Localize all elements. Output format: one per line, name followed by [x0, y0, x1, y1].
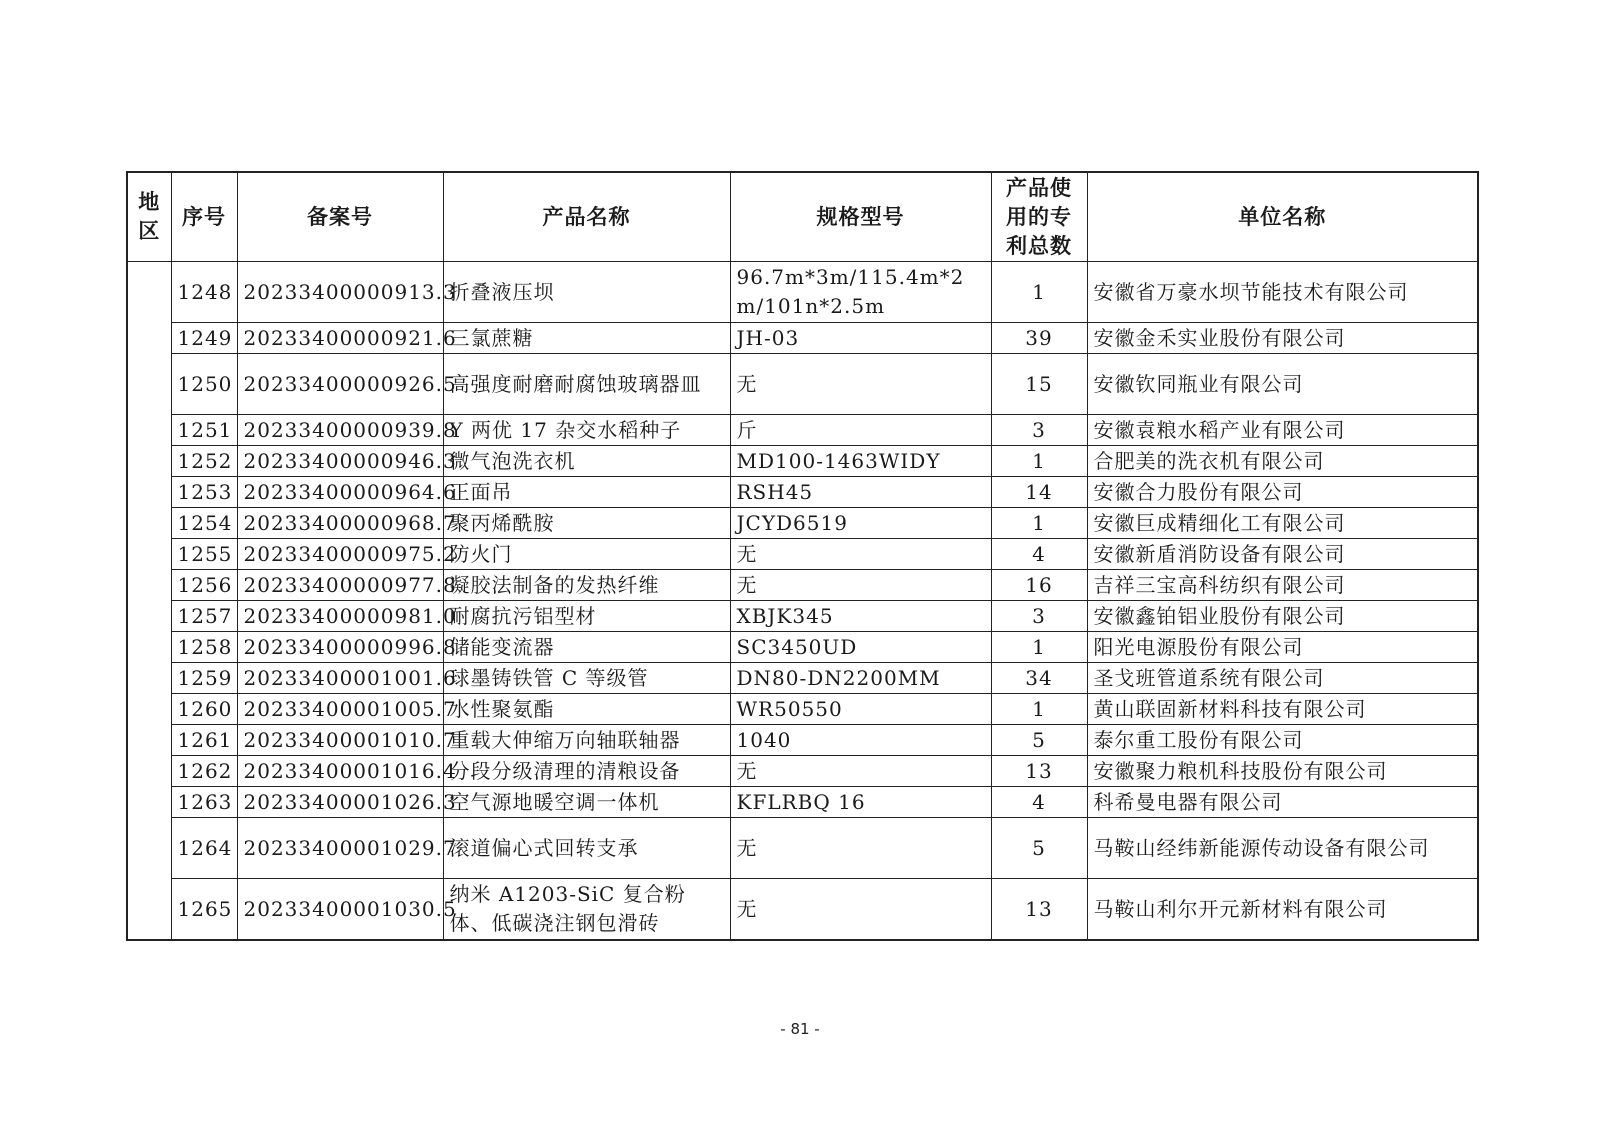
- seq-cell: 1251: [171, 415, 237, 446]
- patent-count-cell: 5: [991, 725, 1087, 756]
- registration-table: [126, 171, 1479, 941]
- spec-cell: 1040: [730, 725, 991, 756]
- record-no-cell: 20233400000926.5: [237, 354, 443, 415]
- header-seq: 序号: [171, 172, 237, 262]
- record-no-cell: 20233400000996.8: [237, 632, 443, 663]
- company-cell: 安徽袁粮水稻产业有限公司: [1087, 415, 1478, 446]
- table-row: [127, 663, 1478, 694]
- spec-cell: RSH45: [730, 477, 991, 508]
- patent-count-cell: 1: [991, 632, 1087, 663]
- record-no-cell: 20233400000964.6: [237, 477, 443, 508]
- company-cell: 安徽巨成精细化工有限公司: [1087, 508, 1478, 539]
- header-product-name: 产品名称: [443, 172, 730, 262]
- patent-count-cell: 5: [991, 818, 1087, 879]
- header-region: 地区: [127, 172, 171, 262]
- record-no-cell: 20233400000968.7: [237, 508, 443, 539]
- seq-cell: 1252: [171, 446, 237, 477]
- spec-cell: KFLRBQ 16: [730, 787, 991, 818]
- company-cell: 马鞍山利尔开元新材料有限公司: [1087, 879, 1478, 941]
- patent-count-cell: 3: [991, 415, 1087, 446]
- spec-cell: WR50550: [730, 694, 991, 725]
- company-cell: 安徽省万豪水坝节能技术有限公司: [1087, 262, 1478, 323]
- product-name-cell: 三氯蔗糖: [443, 323, 730, 354]
- product-name-cell: 微气泡洗衣机: [443, 446, 730, 477]
- product-name-cell: 凝胶法制备的发热纤维: [443, 570, 730, 601]
- patent-count-cell: 4: [991, 539, 1087, 570]
- header-patent-count: 产品使用的专利总数: [991, 172, 1087, 262]
- seq-cell: 1261: [171, 725, 237, 756]
- record-no-cell: 20233400000946.3: [237, 446, 443, 477]
- seq-cell: 1250: [171, 354, 237, 415]
- company-cell: 吉祥三宝高科纺织有限公司: [1087, 570, 1478, 601]
- patent-count-cell: 1: [991, 262, 1087, 323]
- company-cell: 马鞍山经纬新能源传动设备有限公司: [1087, 818, 1478, 879]
- patent-count-cell: 15: [991, 354, 1087, 415]
- table-row: [127, 787, 1478, 818]
- spec-cell: 96.7m*3m/115.4m*2m/101n*2.5m: [730, 262, 991, 323]
- table-row: [127, 539, 1478, 570]
- seq-cell: 1253: [171, 477, 237, 508]
- patent-count-cell: 34: [991, 663, 1087, 694]
- product-name-cell: 滚道偏心式回转支承: [443, 818, 730, 879]
- spec-cell: JH-03: [730, 323, 991, 354]
- page-number: - 81 -: [780, 1020, 820, 1038]
- product-name-cell: 耐腐抗污铝型材: [443, 601, 730, 632]
- spec-cell: 斤: [730, 415, 991, 446]
- record-no-cell: 20233400001010.7: [237, 725, 443, 756]
- table-row: [127, 354, 1478, 415]
- spec-cell: JCYD6519: [730, 508, 991, 539]
- record-no-cell: 20233400001030.5: [237, 879, 443, 941]
- product-name-cell: 正面吊: [443, 477, 730, 508]
- seq-cell: 1249: [171, 323, 237, 354]
- company-cell: 安徽金禾实业股份有限公司: [1087, 323, 1478, 354]
- table-row: [127, 570, 1478, 601]
- record-no-cell: 20233400000975.2: [237, 539, 443, 570]
- record-no-cell: 20233400000981.0: [237, 601, 443, 632]
- spec-cell: 无: [730, 570, 991, 601]
- table-row: [127, 446, 1478, 477]
- spec-cell: 无: [730, 818, 991, 879]
- header-record-no: 备案号: [237, 172, 443, 262]
- company-cell: 安徽新盾消防设备有限公司: [1087, 539, 1478, 570]
- header-company: 单位名称: [1087, 172, 1478, 262]
- spec-cell: SC3450UD: [730, 632, 991, 663]
- spec-cell: 无: [730, 354, 991, 415]
- spec-cell: MD100-1463WIDY: [730, 446, 991, 477]
- record-no-cell: 20233400000977.8: [237, 570, 443, 601]
- product-name-cell: 防火门: [443, 539, 730, 570]
- table-row: [127, 323, 1478, 354]
- product-name-cell: 水性聚氨酯: [443, 694, 730, 725]
- record-no-cell: 20233400001001.6: [237, 663, 443, 694]
- patent-count-cell: 1: [991, 446, 1087, 477]
- patent-count-cell: 1: [991, 694, 1087, 725]
- company-cell: 泰尔重工股份有限公司: [1087, 725, 1478, 756]
- seq-cell: 1254: [171, 508, 237, 539]
- seq-cell: 1265: [171, 879, 237, 941]
- seq-cell: 1258: [171, 632, 237, 663]
- table-header: [127, 172, 1478, 262]
- record-no-cell: 20233400001005.7: [237, 694, 443, 725]
- table-row: [127, 632, 1478, 663]
- spec-cell: XBJK345: [730, 601, 991, 632]
- product-name-cell: 纳米 A1203-SiC 复合粉体、低碳浇注钢包滑砖: [443, 879, 730, 941]
- product-name-cell: 储能变流器: [443, 632, 730, 663]
- seq-cell: 1263: [171, 787, 237, 818]
- table-row: [127, 879, 1478, 941]
- product-name-cell: 聚丙烯酰胺: [443, 508, 730, 539]
- patent-count-cell: 16: [991, 570, 1087, 601]
- seq-cell: 1262: [171, 756, 237, 787]
- record-no-cell: 20233400001026.3: [237, 787, 443, 818]
- table-row: [127, 694, 1478, 725]
- record-no-cell: 20233400000939.8: [237, 415, 443, 446]
- table-row: [127, 415, 1478, 446]
- region-cell: [127, 262, 171, 941]
- table-row: [127, 725, 1478, 756]
- product-name-cell: 空气源地暖空调一体机: [443, 787, 730, 818]
- patent-count-cell: 13: [991, 879, 1087, 941]
- spec-cell: DN80-DN2200MM: [730, 663, 991, 694]
- header-spec: 规格型号: [730, 172, 991, 262]
- company-cell: 黄山联固新材料科技有限公司: [1087, 694, 1478, 725]
- table-row: [127, 262, 1478, 323]
- company-cell: 安徽鑫铂铝业股份有限公司: [1087, 601, 1478, 632]
- table-body: [127, 262, 1478, 941]
- product-name-cell: 球墨铸铁管 C 等级管: [443, 663, 730, 694]
- table-row: [127, 477, 1478, 508]
- product-name-cell: 分段分级清理的清粮设备: [443, 756, 730, 787]
- patent-count-cell: 1: [991, 508, 1087, 539]
- record-no-cell: 20233400000921.6: [237, 323, 443, 354]
- seq-cell: 1257: [171, 601, 237, 632]
- table-row: [127, 756, 1478, 787]
- company-cell: 阳光电源股份有限公司: [1087, 632, 1478, 663]
- patent-count-cell: 3: [991, 601, 1087, 632]
- seq-cell: 1248: [171, 262, 237, 323]
- company-cell: 安徽合力股份有限公司: [1087, 477, 1478, 508]
- table-row: [127, 601, 1478, 632]
- product-name-cell: 高强度耐磨耐腐蚀玻璃器皿: [443, 354, 730, 415]
- seq-cell: 1256: [171, 570, 237, 601]
- record-no-cell: 20233400001029.7: [237, 818, 443, 879]
- spec-cell: 无: [730, 879, 991, 941]
- company-cell: 圣戈班管道系统有限公司: [1087, 663, 1478, 694]
- spec-cell: 无: [730, 756, 991, 787]
- seq-cell: 1259: [171, 663, 237, 694]
- company-cell: 科希曼电器有限公司: [1087, 787, 1478, 818]
- product-name-cell: 折叠液压坝: [443, 262, 730, 323]
- seq-cell: 1255: [171, 539, 237, 570]
- seq-cell: 1260: [171, 694, 237, 725]
- table-row: [127, 508, 1478, 539]
- patent-count-cell: 13: [991, 756, 1087, 787]
- seq-cell: 1264: [171, 818, 237, 879]
- product-name-cell: 重载大伸缩万向轴联轴器: [443, 725, 730, 756]
- company-cell: 安徽钦同瓶业有限公司: [1087, 354, 1478, 415]
- patent-count-cell: 39: [991, 323, 1087, 354]
- product-name-cell: Y 两优 17 杂交水稻种子: [443, 415, 730, 446]
- table-row: [127, 818, 1478, 879]
- company-cell: 合肥美的洗衣机有限公司: [1087, 446, 1478, 477]
- patent-count-cell: 14: [991, 477, 1087, 508]
- spec-cell: 无: [730, 539, 991, 570]
- record-no-cell: 20233400001016.4: [237, 756, 443, 787]
- patent-count-cell: 4: [991, 787, 1087, 818]
- record-no-cell: 20233400000913.3: [237, 262, 443, 323]
- company-cell: 安徽聚力粮机科技股份有限公司: [1087, 756, 1478, 787]
